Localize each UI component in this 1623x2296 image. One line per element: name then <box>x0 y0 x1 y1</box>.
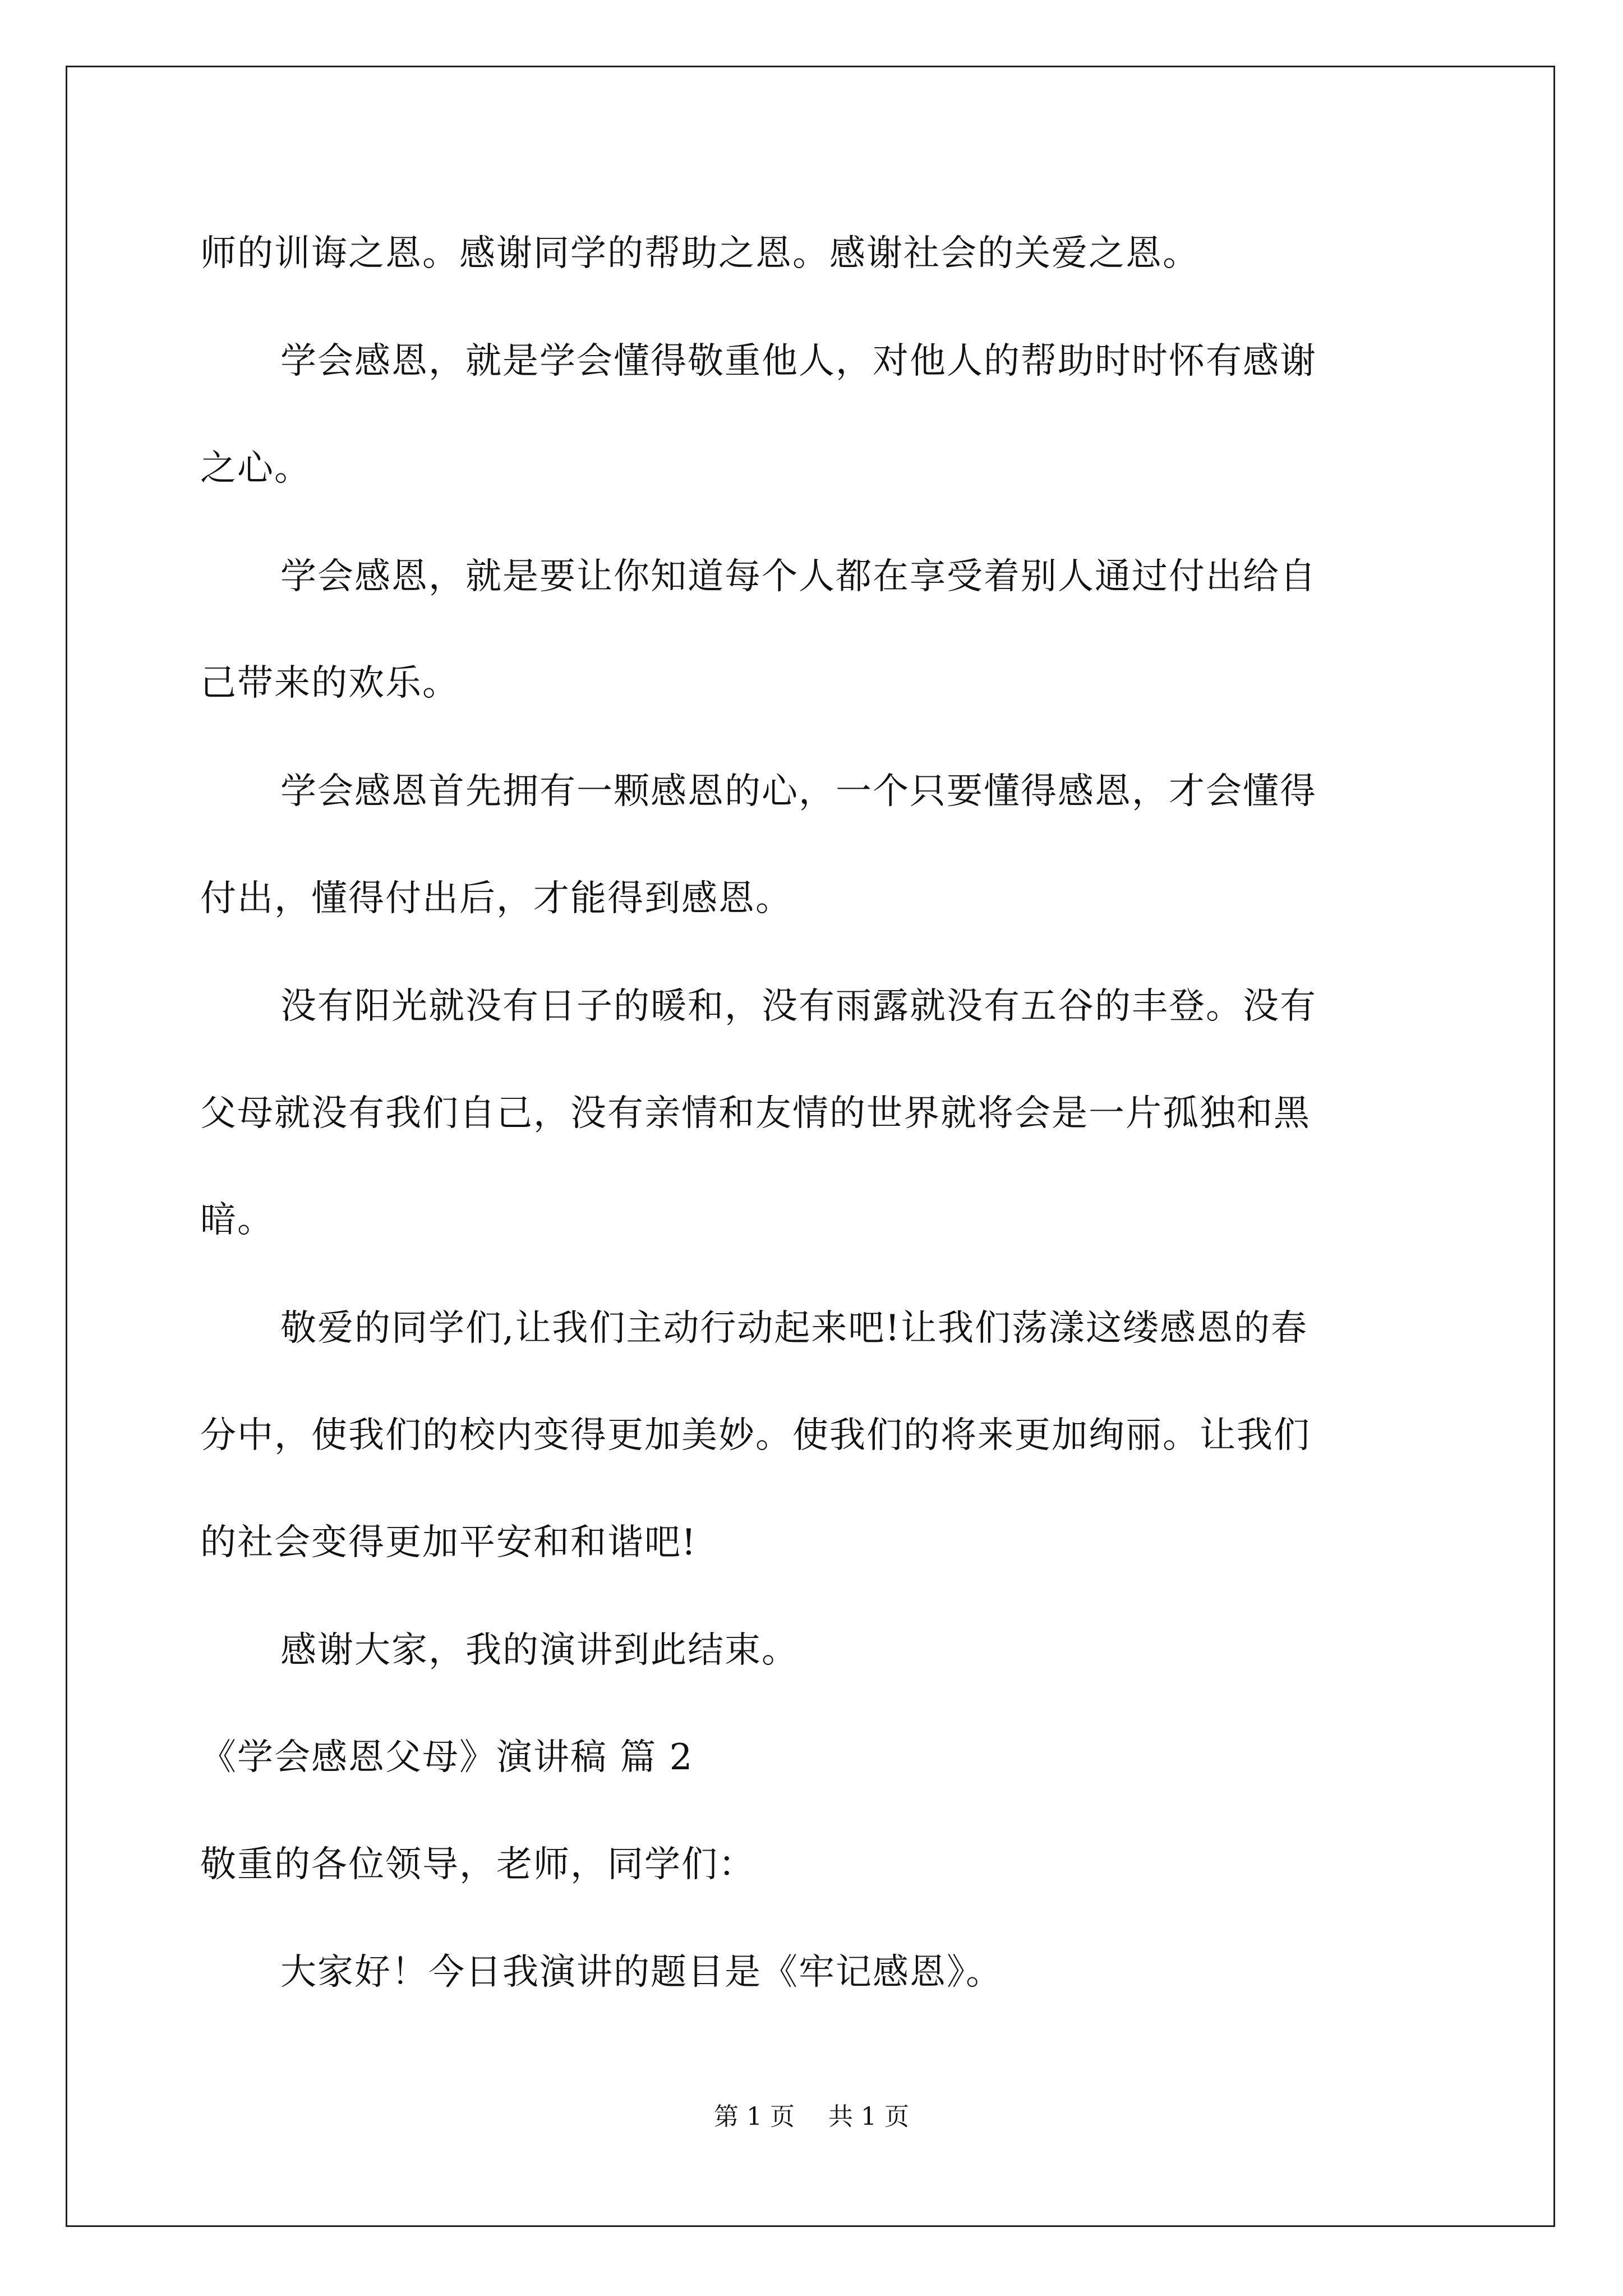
paragraph-line: 学会感恩，就是学会懂得敬重他人，对他人的帮助时时怀有感谢 <box>280 341 1317 382</box>
paragraph-line: 的社会变得更加平安和和谐吧! <box>200 1522 697 1563</box>
page-number: 第 1 页 <box>714 2102 795 2131</box>
paragraph-line: 感谢大家，我的演讲到此结束。 <box>280 1630 799 1671</box>
page-border <box>66 66 1555 2227</box>
page-total: 共 1 页 <box>828 2102 909 2131</box>
paragraph-line: 之心。 <box>200 448 311 489</box>
page-footer <box>0 2102 1623 2131</box>
paragraph-line: 付出，懂得付出后，才能得到感恩。 <box>200 878 792 919</box>
paragraph-line: 师的训诲之恩。感谢同学的帮助之恩。感谢社会的关爱之恩。 <box>200 233 1200 274</box>
paragraph-line: 学会感恩首先拥有一颗感恩的心，一个只要懂得感恩，才会懂得 <box>280 771 1317 812</box>
paragraph-line: 大家好！今日我演讲的题目是《牢记感恩》。 <box>280 1952 1003 1993</box>
salutation: 敬重的各位领导，老师，同学们： <box>200 1844 755 1885</box>
paragraph-line: 暗。 <box>200 1199 274 1241</box>
paragraph-line: 己带来的欢乐。 <box>200 662 459 704</box>
paragraph-line: 父母就没有我们自己，没有亲情和友情的世界就将会是一片孤独和黑 <box>200 1093 1311 1134</box>
section-heading: 《学会感恩父母》演讲稿 篇 2 <box>200 1737 694 1778</box>
paragraph-line: 分中，使我们的校内变得更加美妙。使我们的将来更加绚丽。让我们 <box>200 1415 1311 1456</box>
paragraph-line: 学会感恩，就是要让你知道每个人都在享受着别人通过付出给自 <box>280 556 1317 597</box>
paragraph-line: 敬爱的同学们,让我们主动行动起来吧!让我们荡漾这缕感恩的春 <box>280 1308 1308 1349</box>
paragraph-line: 没有阳光就没有日子的暖和，没有雨露就没有五谷的丰登。没有 <box>280 986 1317 1027</box>
